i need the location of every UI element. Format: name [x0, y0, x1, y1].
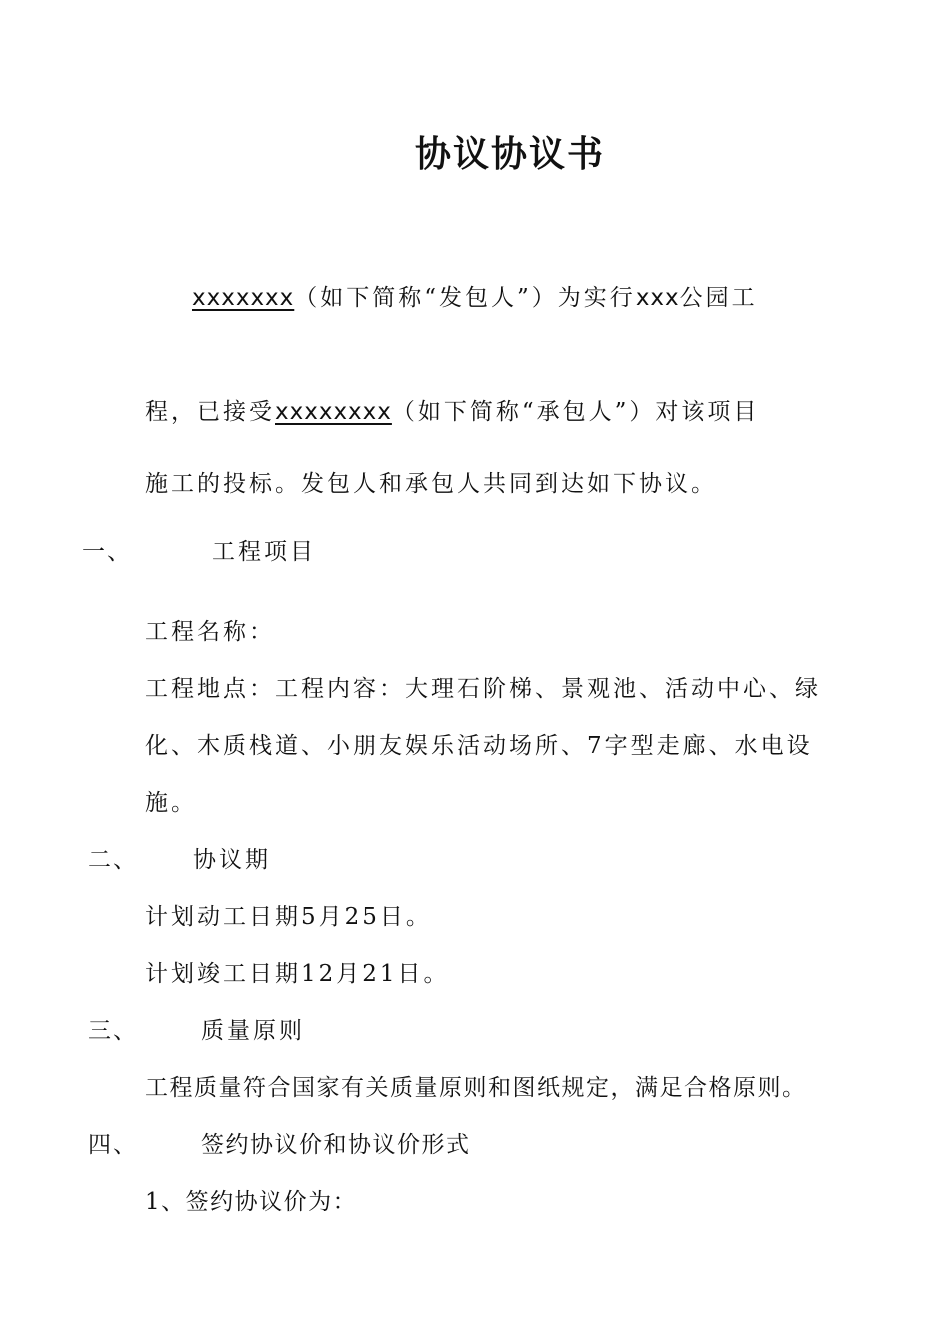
intro-line-2	[145, 397, 759, 427]
section-1-number: 一、	[82, 539, 132, 565]
intro-line-2-start: 程，已接受	[145, 399, 275, 425]
section-1-line: 化、木质栈道、小朋友娱乐活动场所、7字型走廊、水电设	[145, 733, 813, 759]
section-4-number: 四、	[88, 1132, 138, 1158]
section-2-number: 二、	[88, 847, 138, 873]
section-2-line: 计划竣工日期12月21日。	[145, 961, 450, 987]
park-name: xxx	[635, 285, 680, 311]
section-4-line: 1、签约协议价为：	[145, 1189, 358, 1215]
party-a-name: xxxxxxx	[192, 285, 295, 311]
intro-line-3: 施工的投标。发包人和承包人共同到达如下协议。	[145, 471, 717, 497]
document-title: 协议协议书	[414, 134, 605, 175]
section-2-line: 计划动工日期5月25日。	[145, 904, 432, 930]
party-b-name: xxxxxxxx	[275, 399, 392, 425]
section-3-heading: 质量原则	[201, 1018, 305, 1044]
section-3-number: 三、	[88, 1018, 138, 1044]
intro-line-1-end: 公园工	[679, 285, 758, 311]
intro-line-1	[192, 283, 758, 313]
party-a-alias: （如下简称“发包人”）为实行	[294, 285, 636, 311]
section-2-heading: 协议期	[193, 847, 271, 873]
section-1-line: 工程地点：工程内容：大理石阶梯、景观池、活动中心、绿	[145, 676, 821, 702]
section-4-heading: 签约协议价和协议价形式	[201, 1132, 471, 1158]
section-3-line: 工程质量符合国家有关质量原则和图纸规定，满足合格原则。	[145, 1075, 807, 1101]
section-1-heading: 工程项目	[212, 539, 316, 565]
party-b-alias: （如下简称“承包人”）对该项目	[391, 399, 760, 425]
section-1-line: 施。	[145, 790, 197, 816]
section-1-line: 工程名称：	[145, 619, 275, 645]
